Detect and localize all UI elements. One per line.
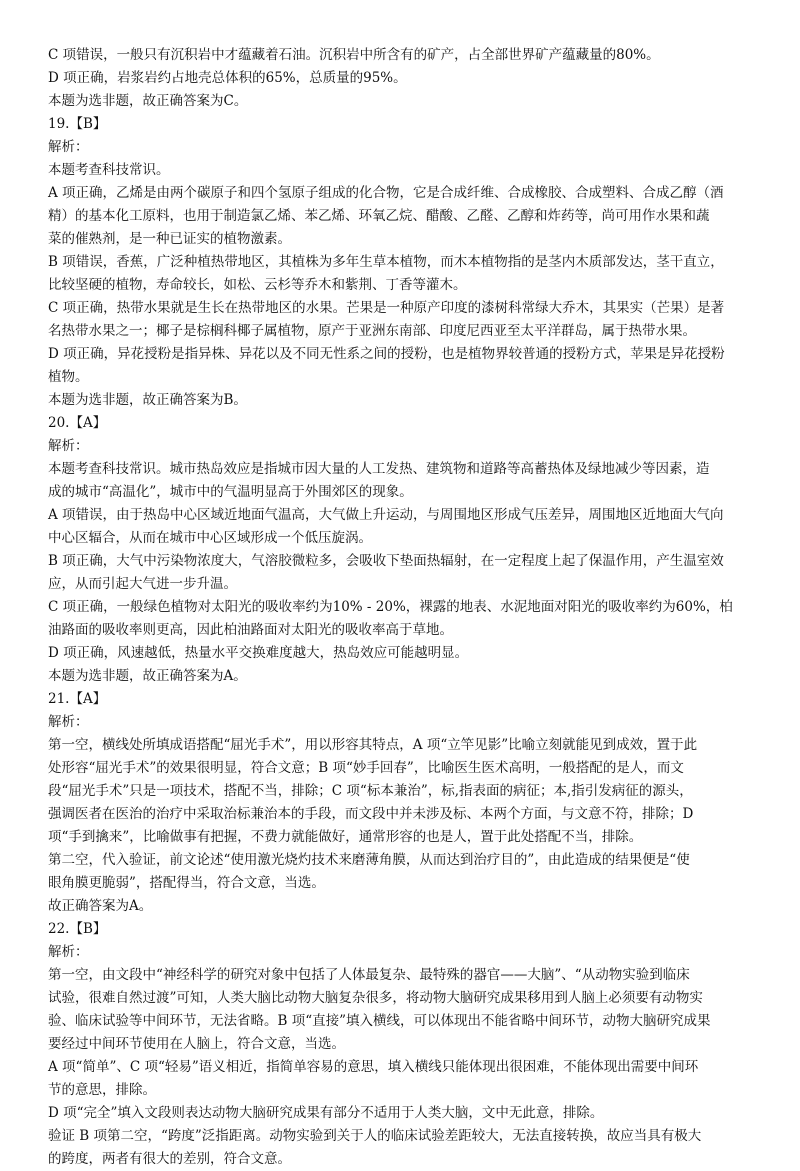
text-line: 验、临床试验等中间环节，无法省略。B 项“直接”填入横线，可以体现出不能省略中间环节，动物大脑研究成果	[48, 1013, 711, 1029]
text-line: 验证 B 项第二空，“跨度”泛指距离。动物实验到关于人的临床试验差距较大，无法直接转换，故应当具有极大	[48, 1128, 702, 1144]
text-line: 菜的催熟剂，是一种已证实的植物激素。	[48, 231, 291, 247]
text-line: C 项错误，一般只有沉积岩中才蕴藏着石油。沉积岩中所含有的矿产，占全部世界矿产蕴藏量的80%。	[48, 47, 660, 63]
text-line: 名热带水果之一；椰子是棕榈科椰子属植物，原产于亚洲东南部、印度尼西亚至太平洋群岛，属于热带水果。	[48, 323, 696, 339]
text-line: 本题为选非题，故正确答案为A。	[48, 668, 247, 684]
text-line: 第二空，代入验证，前文论述“使用激光烧灼技术来磨薄角膜，从而达到治疗目的”，由此造成的结果便是“使	[48, 852, 690, 868]
text-line: 故正确答案为A。	[48, 898, 153, 914]
text-line: D 项正确，风速越低，热量水平交换难度越大，热岛效应可能越明显。	[48, 645, 469, 661]
text-line: 解析：	[48, 714, 89, 730]
text-line: A 项“简单”、C 项“轻易”语义相近，指简单容易的意思，填入横线只能体现出很困难，不能体现出需要中间环	[48, 1059, 699, 1075]
text-line: B 项正确，大气中污染物浓度大，气溶胶微粒多，会吸收下垫面热辐射，在一定程度上起了保温作用，产生温室效	[48, 553, 724, 569]
text-line: 解析：	[48, 944, 89, 960]
text-line: 19.【B】	[48, 116, 107, 132]
text-line: 项“手到擒来”，比喻做事有把握，不费力就能做好，通常形容的也是人，置于此处搭配不当，排除。	[48, 829, 643, 845]
text-line: 的跨度，两者有很大的差别，符合文意。	[48, 1151, 291, 1167]
text-line: A 项正确，乙烯是由两个碳原子和四个氢原子组成的化合物，它是合成纤维、合成橡胶、合成塑料、合成乙醇（酒	[48, 185, 724, 201]
text-line: 处形容“屈光手术”的效果很明显，符合文意；B 项“妙手回春”，比喻医生医术高明，一般搭配的是人，而文	[48, 760, 684, 776]
text-line: D 项正确，异花授粉是指异株、异花以及不同无性系之间的授粉，也是植物界较普通的授粉方式，苹果是异花授粉	[48, 346, 725, 362]
text-line: 20.【A】	[48, 415, 107, 431]
text-line: D 项“完全”填入文段则表达动物大脑研究成果有部分不适用于人类大脑，文中无此意，排除。	[48, 1105, 604, 1121]
text-line: 解析：	[48, 139, 89, 155]
text-line: 段“屈光手术”只是一项技术，搭配不当，排除；C 项“标本兼治”，标,指表面的病征；本,指引发病征的源头，	[48, 783, 693, 799]
text-line: 应，从而引起大气进一步升温。	[48, 576, 237, 592]
text-line: 第一空，横线处所填成语搭配“屈光手术”，用以形容其特点，A 项“立竿见影”比喻立刻就能见到成效，置于此	[48, 737, 698, 753]
text-line: 精）的基本化工原料，也用于制造氯乙烯、苯乙烯、环氧乙烷、醋酸、乙醛、乙醇和炸药等，尚可用作水果和蔬	[48, 208, 710, 224]
text-line: 试验，很难自然过渡”可知，人类大脑比动物大脑复杂很多，将动物大脑研究成果移用到人脑上必须要有动物实	[48, 990, 703, 1006]
text-line: 21.【A】	[48, 691, 107, 707]
text-line: D 项正确，岩浆岩约占地壳总体积的65%，总质量的95%。	[48, 70, 407, 86]
text-line: 本题考查科技常识。	[48, 162, 170, 178]
text-line: 油路面的吸收率则更高，因此柏油路面对太阳光的吸收率高于草地。	[48, 622, 453, 638]
text-line: 节的意思，排除。	[48, 1082, 156, 1098]
text-line: 本题考查科技常识。城市热岛效应是指城市因大量的人工发热、建筑物和道路等高蓄热体及绿地减少等因素，造	[48, 461, 710, 477]
text-line: 第一空，由文段中“神经科学的研究对象中包括了人体最复杂、最特殊的器官——大脑”、“从动物实验到临床	[48, 967, 690, 983]
text-line: 比较坚硬的植物，寿命较长，如松、云杉等乔木和紫荆、丁香等灌木。	[48, 277, 467, 293]
text-line: B 项错误，香蕉，广泛种植热带地区，其植株为多年生草本植物，而木本植物指的是茎内木质部发达，茎干直立，	[48, 254, 724, 270]
text-line: 强调医者在医治的治疗中采取治标兼治本的手段，而文段中并未涉及标、本两个方面，与文意不符，排除；D	[48, 806, 694, 822]
text-line: 要经过中间环节使用在人脑上，符合文意，当选。	[48, 1036, 345, 1052]
text-line: C 项正确，一般绿色植物对太阳光的吸收率约为10% - 20%，裸露的地表、水泥地面对阳光的吸收率约为60%，柏	[48, 599, 733, 615]
text-line: 中心区辐合，从而在城市中心区域形成一个低压旋涡。	[48, 530, 372, 546]
text-line: 本题为选非题，故正确答案为B。	[48, 392, 247, 408]
text-line: 眼角膜更脆弱”，搭配得当，符合文意，当选。	[48, 875, 325, 891]
text-line: 解析：	[48, 438, 89, 454]
text-line: A 项错误，由于热岛中心区域近地面气温高，大气做上升运动，与周围地区形成气压差异，周围地区近地面大气向	[48, 507, 724, 523]
text-line: C 项正确，热带水果就是生长在热带地区的水果。芒果是一种原产印度的漆树科常绿大乔木，其果实（芒果）是著	[48, 300, 725, 316]
text-line: 植物。	[48, 369, 89, 385]
text-line: 成的城市“高温化”，城市中的气温明显高于外围郊区的现象。	[48, 484, 413, 500]
text-line: 本题为选非题，故正确答案为C。	[48, 93, 248, 109]
text-line: 22.【B】	[48, 921, 107, 937]
